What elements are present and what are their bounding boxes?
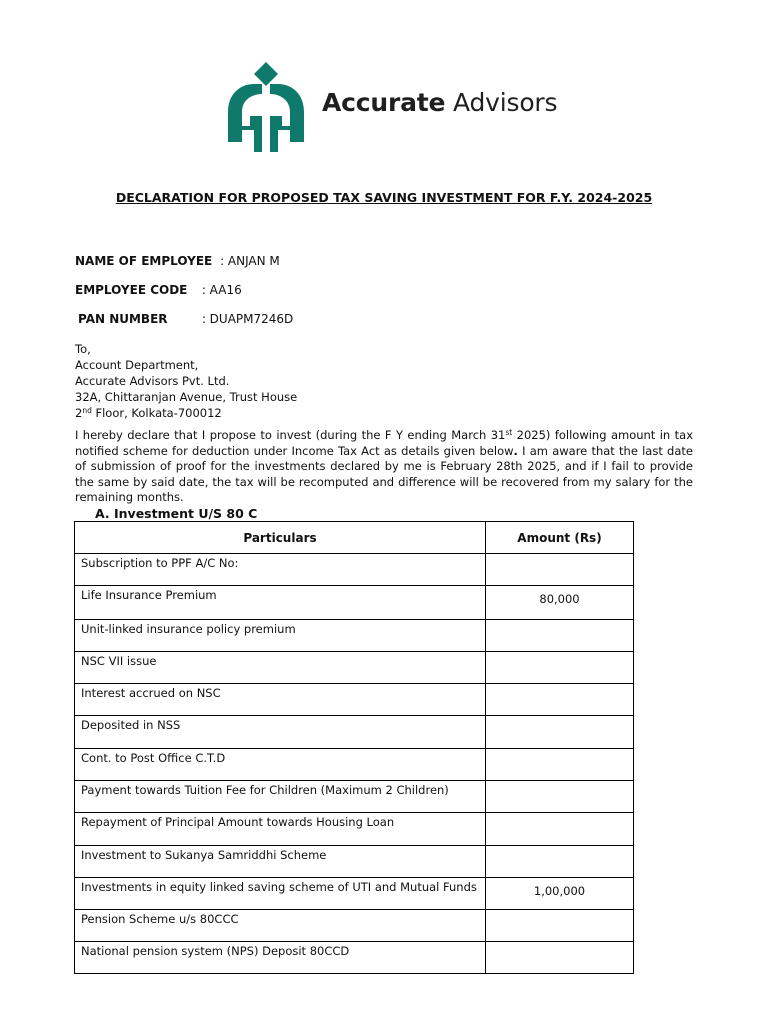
address-line: Accurate Advisors Pvt. Ltd. [75, 374, 230, 388]
particular-cell: National pension system (NPS) Deposit 80CCD [75, 942, 486, 974]
particular-cell: NSC VII issue [75, 652, 486, 684]
pan-number-label: PAN NUMBER [78, 312, 168, 326]
aa-monogram-icon [222, 60, 310, 156]
declaration-paragraph [75, 428, 693, 506]
company-name-bold: Accurate [322, 88, 446, 117]
section-a-heading: A. Investment U/S 80 C [95, 506, 258, 521]
table-row [75, 813, 634, 846]
declaration-text-2: 2025) following amount in tax notified scheme for deduction under Income Tax Act as details given below [75, 428, 693, 458]
floor-number: 2 [75, 406, 83, 420]
table-row [75, 684, 634, 716]
particular-cell: Interest accrued on NSC [75, 684, 486, 716]
address-line: To, [75, 342, 91, 356]
particular-cell: Unit-linked insurance policy premium [75, 620, 486, 652]
employee-code-field [75, 283, 242, 297]
particular-cell: Subscription to PPF A/C No: [75, 554, 486, 586]
table-row [75, 846, 634, 878]
amount-cell [486, 684, 634, 716]
address-line: 32A, Chittaranjan Avenue, Trust House [75, 390, 298, 404]
particulars-header: Particulars [75, 522, 486, 554]
particular-cell: Investment to Sukanya Samriddhi Scheme [75, 846, 486, 878]
amount-cell [486, 554, 634, 586]
employee-name-field [75, 254, 280, 268]
address-block [75, 341, 297, 421]
company-logo [222, 60, 582, 156]
employee-name-label: NAME OF EMPLOYEE [75, 254, 213, 268]
declaration-text-1: I hereby declare that I propose to invest (during the F Y ending March 31 [75, 428, 506, 442]
table-row [75, 652, 634, 684]
table-row [75, 910, 634, 942]
floor-suffix: nd [82, 406, 92, 415]
particular-cell: Deposited in NSS [75, 716, 486, 749]
particular-cell: Life Insurance Premium [75, 586, 486, 620]
company-name [322, 88, 557, 117]
amount-cell [486, 652, 634, 684]
particular-cell: Payment towards Tuition Fee for Children (Maximum 2 Children) [75, 781, 486, 813]
amount-cell [486, 846, 634, 878]
address-line [75, 405, 297, 421]
table-row [75, 878, 634, 910]
employee-code-value: : AA16 [201, 283, 242, 297]
amount-cell [486, 942, 634, 974]
amount-cell [486, 781, 634, 813]
floor-rest: Floor, Kolkata-700012 [91, 406, 222, 420]
amount-cell [486, 813, 634, 846]
table-row [75, 586, 634, 620]
declaration-sup: st [505, 428, 513, 437]
table-header-row [75, 522, 634, 554]
pan-number-field [78, 312, 293, 326]
particular-cell: Investments in equity linked saving scheme of UTI and Mutual Funds [75, 878, 486, 910]
declaration-text-3: I am aware that the last date of submission of proof for the investments declared by me is February 28th 2025, and if I fail to provide the same by said date, the tax will be recomputed and difference will be recovered from my salary for the remaining months. [75, 443, 693, 505]
amount-cell: 1,00,000 [486, 878, 634, 910]
declaration-dot: . [513, 443, 518, 458]
particular-cell: Pension Scheme u/s 80CCC [75, 910, 486, 942]
particular-cell: Repayment of Principal Amount towards Housing Loan [75, 813, 486, 846]
company-name-regular: Advisors [445, 88, 558, 117]
amount-cell: 80,000 [486, 586, 634, 620]
table-row [75, 942, 634, 974]
employee-name-value: : ANJAN M [220, 254, 280, 268]
amount-cell [486, 749, 634, 781]
investment-table [74, 521, 634, 974]
table-row [75, 716, 634, 749]
table-row [75, 554, 634, 586]
table-row [75, 749, 634, 781]
amount-cell [486, 910, 634, 942]
table-row [75, 620, 634, 652]
address-line: Account Department, [75, 358, 199, 372]
amount-header: Amount (Rs) [486, 522, 634, 554]
amount-cell [486, 716, 634, 749]
pan-number-value: : DUAPM7246D [201, 312, 294, 326]
particular-cell: Cont. to Post Office C.T.D [75, 749, 486, 781]
document-title: DECLARATION FOR PROPOSED TAX SAVING INVESTMENT FOR F.Y. 2024-2025 [115, 190, 653, 205]
employee-code-label: EMPLOYEE CODE [75, 283, 188, 297]
table-row [75, 781, 634, 813]
amount-cell [486, 620, 634, 652]
